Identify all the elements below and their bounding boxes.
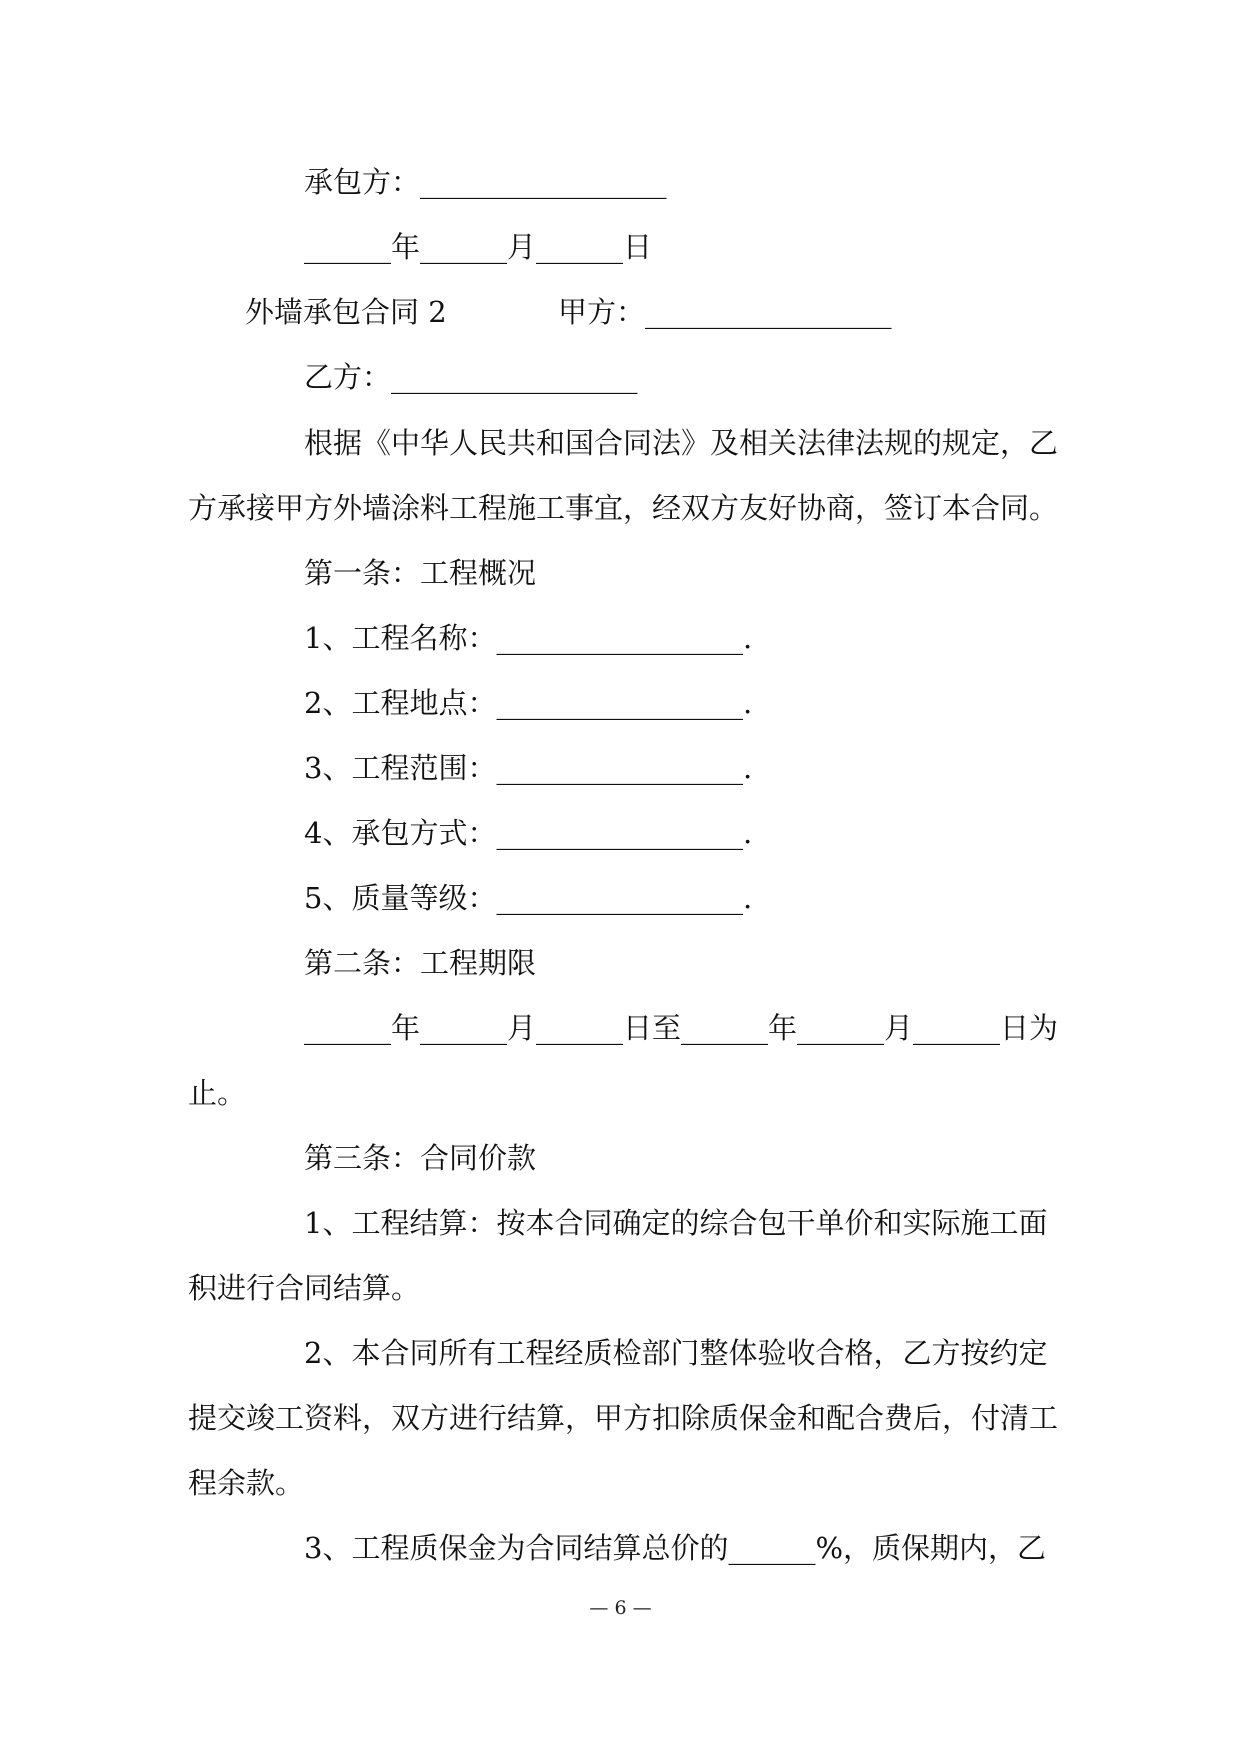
period-line-2: 止。 [188,1076,247,1110]
project-name-field: 1、工程名称：_________________. [304,621,753,655]
preamble-line-1: 根据《中华人民共和国合同法》及相关法律法规的规定，乙 [304,426,1059,460]
party-b-field: 乙方：_________________ [304,360,638,394]
final-payment-clause-line-2: 提交竣工资料，双方进行结算，甲方扣除质保金和配合费后，付清工 [188,1401,1059,1435]
project-scope-field: 3、工程范围：_________________. [304,751,753,785]
settlement-clause-line-1: 1、工程结算：按本合同确定的综合包干单价和实际施工面 [304,1206,1048,1240]
contractor-signature-line: 承包方：_________________ [304,165,667,199]
page-number: — 6 — [589,1597,652,1619]
final-payment-clause-line-1: 2、本合同所有工程经质检部门整体验收合格，乙方按约定 [304,1336,1048,1370]
period-line-1: ______年______月______日至______年______月______日为 [304,1011,1059,1045]
party-a-field: 甲方：_________________ [558,295,892,329]
contract-method-field: 4、承包方式：_________________. [304,816,753,850]
settlement-clause-line-2: 积进行合同结算。 [188,1271,421,1305]
article-2-heading: 第二条：工程期限 [304,946,537,980]
project-location-field: 2、工程地点：_________________. [304,686,753,720]
article-1-heading: 第一条：工程概况 [304,556,537,590]
article-3-heading: 第三条：合同价款 [304,1141,537,1175]
retention-clause-line-1: 3、工程质保金为合同结算总价的______%，质保期内，乙 [304,1531,1047,1565]
preamble-line-2: 方承接甲方外墙涂料工程施工事宜，经双方友好协商，签订本合同。 [188,491,1059,525]
quality-grade-field: 5、质量等级：_________________. [304,881,753,915]
final-payment-clause-line-3: 程余款。 [188,1466,305,1500]
signature-date-line: ______年______月______日 [304,230,653,264]
document-title: 外墙承包合同 2 [245,295,447,329]
